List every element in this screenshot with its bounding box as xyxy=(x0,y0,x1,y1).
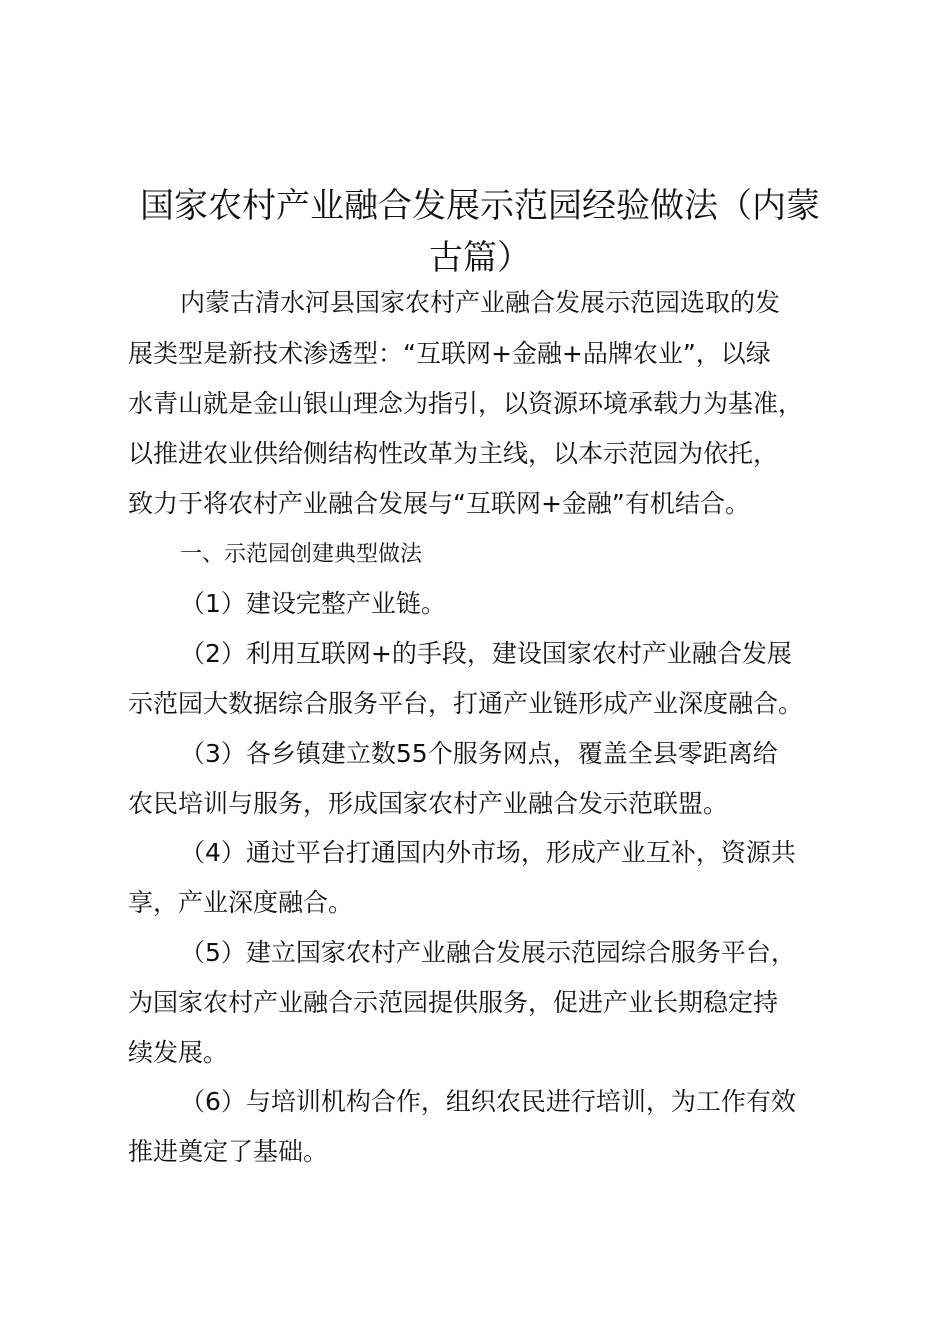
item-2-line-2: 示范园大数据综合服务平台，打通产业链形成产业深度融合。 xyxy=(128,689,804,718)
intro-line-4: 以推进农业供给侧结构性改革为主线，以本示范园为依托， xyxy=(128,439,779,468)
item-3-line-1: （3）各乡镇建立数55个服务网点，覆盖全县零距离给 xyxy=(180,739,778,768)
intro-line-3: 水青山就是金山银山理念为指引，以资源环境承载力为基准， xyxy=(128,389,804,418)
intro-line-1: 内蒙古清水河县国家农村产业融合发展示范园选取的发 xyxy=(180,288,781,317)
section-heading: 一、示范园创建典型做法 xyxy=(180,542,423,567)
item-5-line-3: 续发展。 xyxy=(128,1038,229,1067)
intro-line-5: 致力于将农村产业融合发展与“互联网+金融”有机结合。 xyxy=(128,489,750,518)
title-line-2: 古篇） xyxy=(429,238,531,278)
document-title xyxy=(110,180,850,284)
item-6-line-1: （6）与培训机构合作，组织农民进行培训，为工作有效 xyxy=(180,1087,796,1116)
item-4-line-1: （4）通过平台打通国内外市场，形成产业互补，资源共 xyxy=(180,838,796,867)
intro-line-2: 展类型是新技术渗透型：“互联网+金融+品牌农业”，以绿 xyxy=(128,339,771,368)
item-5-line-1: （5）建立国家农村产业融合发展示范园综合服务平台， xyxy=(180,938,796,967)
item-5-line-2: 为国家农村产业融合示范园提供服务，促进产业长期稳定持 xyxy=(128,988,779,1017)
item-3-line-2: 农民培训与服务，形成国家农村产业融合发示范联盟。 xyxy=(128,789,729,818)
title-line-1: 国家农村产业融合发展示范园经验做法（内蒙 xyxy=(140,186,820,226)
item-6-line-2: 推进奠定了基础。 xyxy=(128,1137,329,1166)
item-4-line-2: 享，产业深度融合。 xyxy=(128,888,354,917)
item-1-line-1: （1）建设完整产业链。 xyxy=(180,589,446,618)
item-2-line-1: （2）利用互联网+的手段，建设国家农村产业融合发展 xyxy=(180,639,792,668)
